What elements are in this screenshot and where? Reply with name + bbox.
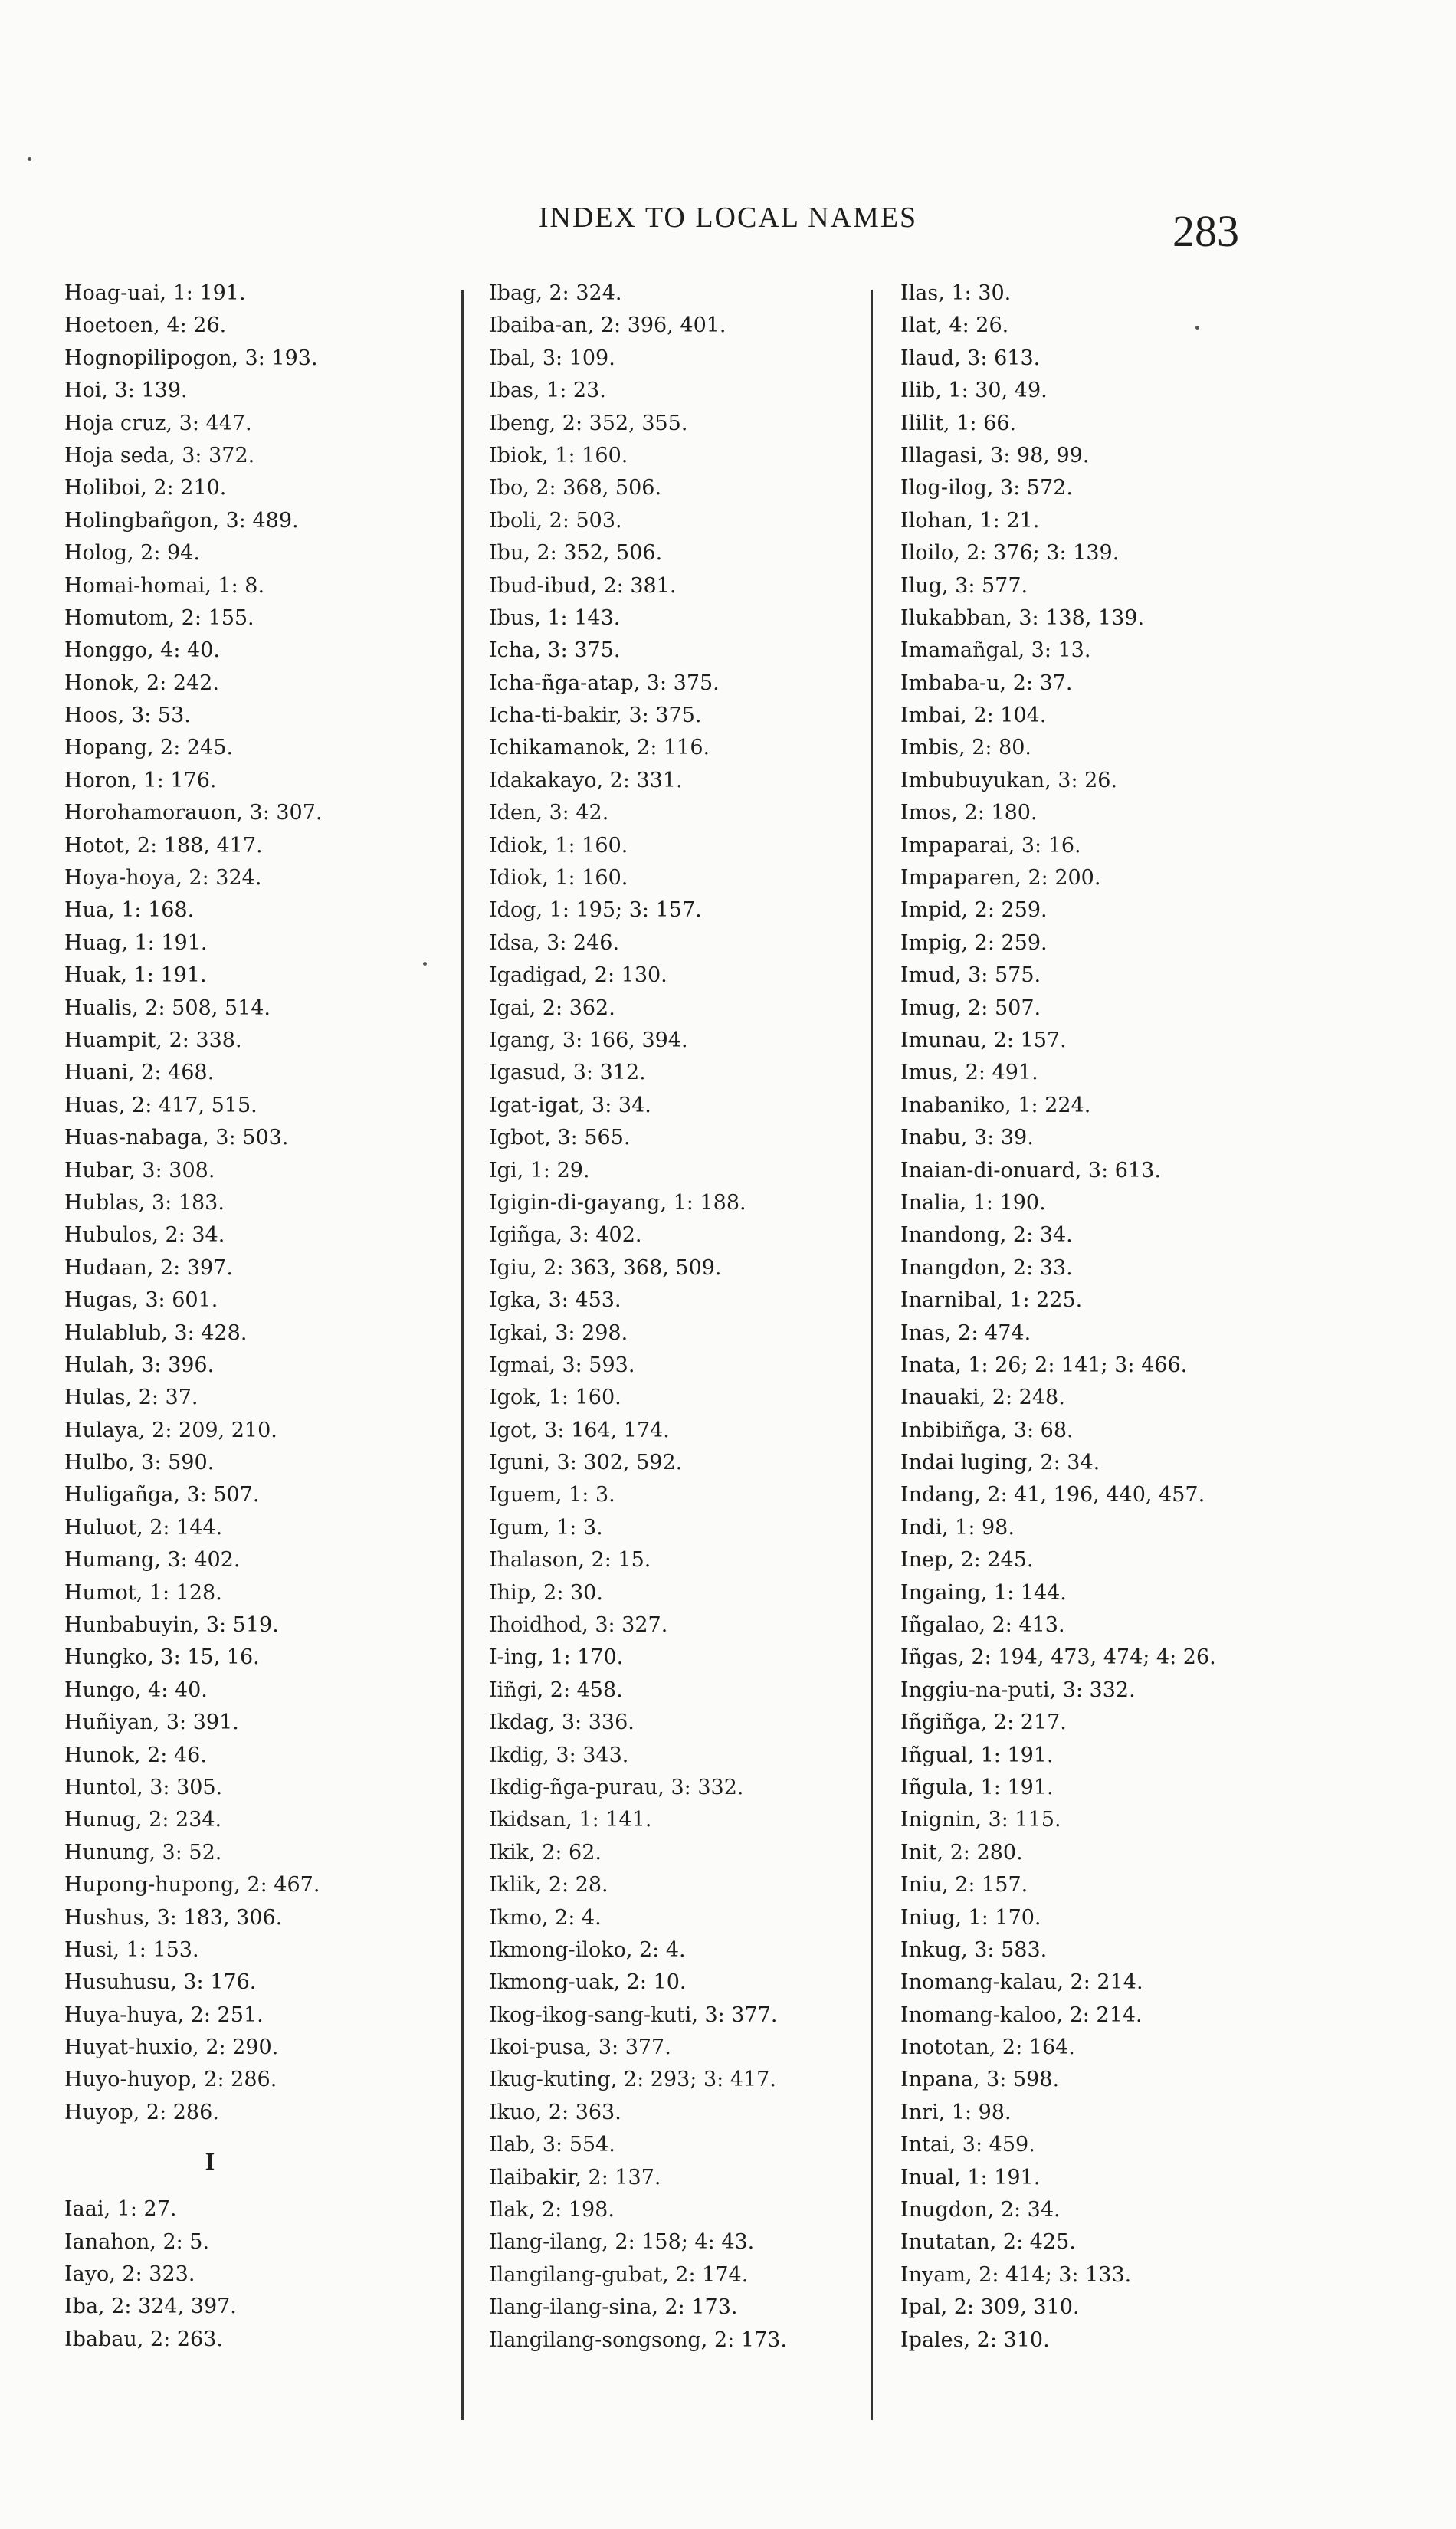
index-entry: Ilog-ilog, 3: 572. — [900, 476, 1073, 500]
index-entry: Indi, 1: 98. — [900, 1515, 1015, 1540]
index-entry: Hunug, 2: 234. — [64, 1808, 222, 1832]
section-letter: I — [205, 2147, 215, 2176]
index-entry: Iniu, 2: 157. — [900, 1873, 1028, 1898]
index-entry: Huntol, 3: 305. — [64, 1775, 223, 1799]
index-entry: Hulaya, 2: 209, 210. — [64, 1418, 277, 1442]
index-entry: Ikmo, 2: 4. — [489, 1905, 602, 1930]
index-entry: Hublas, 3: 183. — [64, 1190, 225, 1215]
index-entry: Huyo-huyop, 2: 286. — [64, 2068, 277, 2092]
index-entry: Inutatan, 2: 425. — [900, 2230, 1076, 2255]
index-entry: Hupong-hupong, 2: 467. — [64, 1873, 320, 1898]
index-entry: Honok, 2: 242. — [64, 671, 219, 695]
index-entry: Hoetoen, 4: 26. — [64, 313, 227, 338]
index-entry: Ilug, 3: 577. — [900, 573, 1028, 598]
index-entry: Ikmong-iloko, 2: 4. — [489, 1937, 686, 1962]
index-entry: Inignin, 3: 115. — [900, 1808, 1061, 1832]
index-entry: Hulah, 3: 396. — [64, 1353, 215, 1377]
index-entry: Huñiyan, 3: 391. — [64, 1711, 239, 1735]
index-entry: Imbubuyukan, 3: 26. — [900, 768, 1118, 792]
index-entry: Igai, 2: 362. — [489, 996, 615, 1020]
index-entry: Inggiu-na-puti, 3: 332. — [900, 1678, 1136, 1702]
index-entry: Hognopilipogon, 3: 193. — [64, 346, 318, 370]
index-entry: Homutom, 2: 155. — [64, 605, 254, 630]
index-entry: Ingaing, 1: 144. — [900, 1580, 1067, 1605]
index-entry: Humot, 1: 128. — [64, 1580, 222, 1605]
index-entry: Iklik, 2: 28. — [489, 1873, 608, 1898]
index-entry: Inototan, 2: 164. — [900, 2035, 1075, 2060]
index-entry: Hoos, 3: 53. — [64, 704, 191, 728]
index-entry: Igat-igat, 3: 34. — [489, 1093, 651, 1117]
index-entry: Huluot, 2: 144. — [64, 1515, 223, 1540]
index-entry: Iiñgi, 2: 458. — [489, 1678, 623, 1702]
index-entry: Hunbabuyin, 3: 519. — [64, 1613, 279, 1638]
index-entry: Icha, 3: 375. — [489, 638, 621, 663]
index-entry: Inual, 1: 191. — [900, 2165, 1041, 2190]
index-entry: Inabaniko, 1: 224. — [900, 1093, 1091, 1117]
scan-speck — [423, 962, 427, 966]
index-entry: Hua, 1: 168. — [64, 898, 195, 923]
index-entry: Igbot, 3: 565. — [489, 1126, 631, 1150]
index-entry: Hoya-hoya, 2: 324. — [64, 866, 262, 891]
index-column-2 — [489, 277, 849, 2357]
index-entry: Iñgas, 2: 194, 473, 474; 4: 26. — [900, 1645, 1216, 1670]
index-entry: Inaian-di-onuard, 3: 613. — [900, 1158, 1161, 1182]
index-entry: Hulablub, 3: 428. — [64, 1320, 248, 1345]
index-entry: Indai luging, 2: 34. — [900, 1451, 1100, 1475]
index-entry: Ilat, 4: 26. — [900, 313, 1009, 338]
index-entry: Iniug, 1: 170. — [900, 1905, 1041, 1930]
column-divider — [461, 290, 464, 2420]
index-entry: Icha-ti-bakir, 3: 375. — [489, 704, 702, 728]
index-entry: Ibus, 1: 143. — [489, 605, 621, 630]
index-entry: Igum, 1: 3. — [489, 1515, 603, 1540]
index-entry: Inep, 2: 245. — [900, 1548, 1034, 1573]
index-entry: Igok, 1: 160. — [489, 1386, 621, 1410]
index-entry: Idakakayo, 2: 331. — [489, 768, 683, 792]
index-entry: Igiu, 2: 363, 368, 509. — [489, 1255, 722, 1280]
index-entry: Inugdon, 2: 34. — [900, 2198, 1061, 2222]
index-entry: Idog, 1: 195; 3: 157. — [489, 898, 702, 923]
index-entry: Huas, 2: 417, 515. — [64, 1093, 257, 1117]
index-entry: Idiok, 1: 160. — [489, 833, 628, 858]
index-entry: Igang, 3: 166, 394. — [489, 1028, 688, 1052]
index-entry: Husuhusu, 3: 176. — [64, 1970, 257, 1995]
index-entry: Holog, 2: 94. — [64, 541, 200, 566]
index-entry: Imbaba-u, 2: 37. — [900, 671, 1073, 695]
index-entry: Inabu, 3: 39. — [900, 1126, 1034, 1150]
index-entry: Iñgalao, 2: 413. — [900, 1613, 1065, 1638]
index-entry: Ibal, 3: 109. — [489, 346, 615, 370]
index-entry: Imud, 3: 575. — [900, 963, 1041, 988]
index-entry: Ihoidhod, 3: 327. — [489, 1613, 668, 1638]
scan-speck — [28, 157, 31, 161]
index-entry: Impig, 2: 259. — [900, 930, 1048, 955]
index-entry: Huampit, 2: 338. — [64, 1028, 242, 1052]
index-entry: Ilang-ilang-sina, 2: 173. — [489, 2295, 738, 2320]
index-entry: Homai-homai, 1: 8. — [64, 573, 265, 598]
index-entry: Ibud-ibud, 2: 381. — [489, 573, 677, 598]
index-entry: Huyop, 2: 286. — [64, 2100, 219, 2124]
index-entry: Ibag, 2: 324. — [489, 281, 622, 305]
index-entry: Hubar, 3: 308. — [64, 1158, 215, 1182]
index-entry: I-ing, 1: 170. — [489, 1645, 624, 1670]
index-entry: Ilukabban, 3: 138, 139. — [900, 605, 1145, 630]
scan-speck — [1195, 326, 1199, 330]
index-entry: Indang, 2: 41, 196, 440, 457. — [900, 1483, 1205, 1507]
index-entry: Illagasi, 3: 98, 99. — [900, 443, 1090, 467]
index-entry: Horon, 1: 176. — [64, 768, 217, 792]
index-entry: Imbai, 2: 104. — [900, 704, 1047, 728]
index-entry: Hungko, 3: 15, 16. — [64, 1645, 260, 1670]
index-entry: Inarnibal, 1: 225. — [900, 1288, 1083, 1313]
index-entry: Ibaiba-an, 2: 396, 401. — [489, 313, 726, 338]
column-divider — [871, 290, 873, 2420]
index-entry: Hoja cruz, 3: 447. — [64, 411, 252, 435]
index-entry: Iba, 2: 324, 397. — [64, 2294, 237, 2319]
index-entry: Hunung, 3: 52. — [64, 1840, 222, 1865]
index-entry: Ililit, 1: 66. — [900, 411, 1017, 435]
index-entry: Ibo, 2: 368, 506. — [489, 476, 662, 500]
index-entry: Imug, 2: 507. — [900, 996, 1041, 1020]
index-entry: Hudaan, 2: 397. — [64, 1255, 233, 1280]
index-entry: Ikdag, 3: 336. — [489, 1711, 635, 1735]
index-entry: Hubulos, 2: 34. — [64, 1223, 225, 1248]
index-entry: Inandong, 2: 34. — [900, 1223, 1073, 1248]
index-entry: Iaai, 1: 27. — [64, 2197, 177, 2222]
index-entry: Imamañgal, 3: 13. — [900, 638, 1091, 663]
index-entry: Holiboi, 2: 210. — [64, 476, 227, 500]
index-entry: Igmai, 3: 593. — [489, 1353, 635, 1377]
index-entry: Huag, 1: 191. — [64, 930, 208, 955]
index-entry: Inbibiñga, 3: 68. — [900, 1418, 1074, 1442]
index-entry: Ibas, 1: 23. — [489, 379, 606, 403]
index-entry: Impaparen, 2: 200. — [900, 866, 1101, 891]
index-entry: Iñgula, 1: 191. — [900, 1775, 1054, 1799]
index-entry: Ikdig-ñga-purau, 3: 332. — [489, 1775, 744, 1799]
index-entry: Ikog-ikog-sang-kuti, 3: 377. — [489, 2003, 778, 2027]
index-entry: Ilab, 3: 554. — [489, 2133, 615, 2157]
index-entry: Inkug, 3: 583. — [900, 1937, 1048, 1962]
index-entry: Humang, 3: 402. — [64, 1548, 241, 1573]
index-entry: Inyam, 2: 414; 3: 133. — [900, 2262, 1132, 2287]
index-entry: Iden, 3: 42. — [489, 801, 609, 825]
index-entry: Ipal, 2: 309, 310. — [900, 2295, 1080, 2320]
index-entry: Icha-ñga-atap, 3: 375. — [489, 671, 720, 695]
index-entry: Honggo, 4: 40. — [64, 638, 220, 663]
index-entry: Init, 2: 280. — [900, 1840, 1023, 1865]
index-entry: Intai, 3: 459. — [900, 2133, 1035, 2157]
index-entry: Hoja seda, 3: 372. — [64, 443, 255, 467]
index-entry: Hushus, 3: 183, 306. — [64, 1905, 283, 1930]
index-entry: Igka, 3: 453. — [489, 1288, 621, 1313]
index-entry: Iñgiñga, 2: 217. — [900, 1711, 1067, 1735]
index-entry: Ibiok, 1: 160. — [489, 443, 628, 467]
index-entry: Ikik, 2: 62. — [489, 1840, 602, 1865]
index-entry: Hulbo, 3: 590. — [64, 1451, 215, 1475]
index-entry: Ilib, 1: 30, 49. — [900, 379, 1048, 403]
index-entry: Igasud, 3: 312. — [489, 1061, 646, 1085]
index-entry: Ichikamanok, 2: 116. — [489, 736, 710, 760]
index-column-3 — [900, 277, 1299, 2357]
index-entry: Inomang-kaloo, 2: 214. — [900, 2003, 1143, 2027]
index-entry: Ilas, 1: 30. — [900, 281, 1012, 305]
index-entry: Ilohan, 1: 21. — [900, 508, 1040, 533]
index-entry: Iguem, 1: 3. — [489, 1483, 615, 1507]
index-entry: Igkai, 3: 298. — [489, 1320, 628, 1345]
index-entry: Ilang-ilang, 2: 158; 4: 43. — [489, 2230, 755, 2255]
index-entry: Igadigad, 2: 130. — [489, 963, 667, 988]
index-entry: Ihalason, 2: 15. — [489, 1548, 651, 1573]
index-entry: Ikmong-uak, 2: 10. — [489, 1970, 687, 1995]
page-header-title: INDEX TO LOCAL NAMES — [538, 202, 918, 234]
index-entry: Ilaibakir, 2: 137. — [489, 2165, 661, 2190]
index-entry: Inauaki, 2: 248. — [900, 1386, 1065, 1410]
index-entry: Imus, 2: 491. — [900, 1061, 1038, 1085]
index-entry: Iñgual, 1: 191. — [900, 1743, 1054, 1767]
index-entry: Ilak, 2: 198. — [489, 2198, 615, 2222]
index-entry: Inri, 1: 98. — [900, 2100, 1012, 2124]
index-entry: Ikuo, 2: 363. — [489, 2100, 621, 2124]
index-entry: Imunau, 2: 157. — [900, 1028, 1067, 1052]
index-entry: Ihip, 2: 30. — [489, 1580, 603, 1605]
index-entry: Inangdon, 2: 33. — [900, 1255, 1073, 1280]
index-entry: Ikug-kuting, 2: 293; 3: 417. — [489, 2068, 776, 2092]
index-entry: Ibabau, 2: 263. — [64, 2327, 223, 2351]
index-entry: Igi, 1: 29. — [489, 1158, 590, 1182]
index-entry: Inpana, 3: 598. — [900, 2068, 1060, 2092]
index-entry: Hotot, 2: 188, 417. — [64, 833, 263, 858]
index-entry: Hoi, 3: 139. — [64, 379, 188, 403]
index-entry: Ibeng, 2: 352, 355. — [489, 411, 688, 435]
index-entry: Hugas, 3: 601. — [64, 1288, 218, 1313]
index-entry: Huligañga, 3: 507. — [64, 1483, 260, 1507]
index-entry: Inalia, 1: 190. — [900, 1190, 1046, 1215]
index-entry: Iguni, 3: 302, 592. — [489, 1451, 683, 1475]
index-entry: Holingbañgon, 3: 489. — [64, 508, 299, 533]
index-entry: Hoag-uai, 1: 191. — [64, 281, 246, 305]
index-entry: Igiñga, 3: 402. — [489, 1223, 642, 1248]
index-entry: Huak, 1: 191. — [64, 963, 207, 988]
index-entry: Idiok, 1: 160. — [489, 866, 628, 891]
index-entry: Ilangilang-gubat, 2: 174. — [489, 2262, 749, 2287]
index-entry: Husi, 1: 153. — [64, 1937, 199, 1962]
index-entry: Huya-huya, 2: 251. — [64, 2003, 264, 2027]
index-entry: Iboli, 2: 503. — [489, 508, 622, 533]
page-number: 283 — [1172, 206, 1239, 256]
index-entry: Huas-nabaga, 3: 503. — [64, 1126, 289, 1150]
index-entry: Ikoi-pusa, 3: 377. — [489, 2035, 671, 2060]
index-entry: Huyat-huxio, 2: 290. — [64, 2035, 279, 2060]
index-entry: Horohamorauon, 3: 307. — [64, 801, 323, 825]
index-entry: Idsa, 3: 246. — [489, 930, 620, 955]
index-entry: Igigin-di-gayang, 1: 188. — [489, 1190, 746, 1215]
index-entry: Ibu, 2: 352, 506. — [489, 541, 663, 566]
index-entry: Hulas, 2: 37. — [64, 1386, 198, 1410]
index-entry: Huani, 2: 468. — [64, 1061, 215, 1085]
index-entry: Hunok, 2: 46. — [64, 1743, 207, 1767]
index-entry: Hualis, 2: 508, 514. — [64, 996, 271, 1020]
index-entry: Imbis, 2: 80. — [900, 736, 1032, 760]
index-entry: Igot, 3: 164, 174. — [489, 1418, 670, 1442]
index-entry: Inas, 2: 474. — [900, 1320, 1031, 1345]
index-entry: Inomang-kalau, 2: 214. — [900, 1970, 1143, 1995]
index-entry: Ipales, 2: 310. — [900, 2327, 1050, 2352]
index-entry: Imos, 2: 180. — [900, 801, 1038, 825]
index-entry: Ikdig, 3: 343. — [489, 1743, 629, 1767]
index-entry: Ikidsan, 1: 141. — [489, 1808, 652, 1832]
index-entry: Ianahon, 2: 5. — [64, 2229, 210, 2254]
index-entry: Impid, 2: 259. — [900, 898, 1048, 923]
index-entry: Ilaud, 3: 613. — [900, 346, 1041, 370]
index-entry: Iloilo, 2: 376; 3: 139. — [900, 541, 1120, 566]
index-column-1 — [64, 277, 425, 2356]
index-entry: Impaparai, 3: 16. — [900, 833, 1081, 858]
index-entry: Hungo, 4: 40. — [64, 1678, 208, 1702]
index-entry: Iayo, 2: 323. — [64, 2262, 195, 2287]
index-entry: Ilangilang-songsong, 2: 173. — [489, 2327, 787, 2352]
index-entry: Inata, 1: 26; 2: 141; 3: 466. — [900, 1353, 1188, 1377]
index-entry: Hopang, 2: 245. — [64, 736, 233, 760]
